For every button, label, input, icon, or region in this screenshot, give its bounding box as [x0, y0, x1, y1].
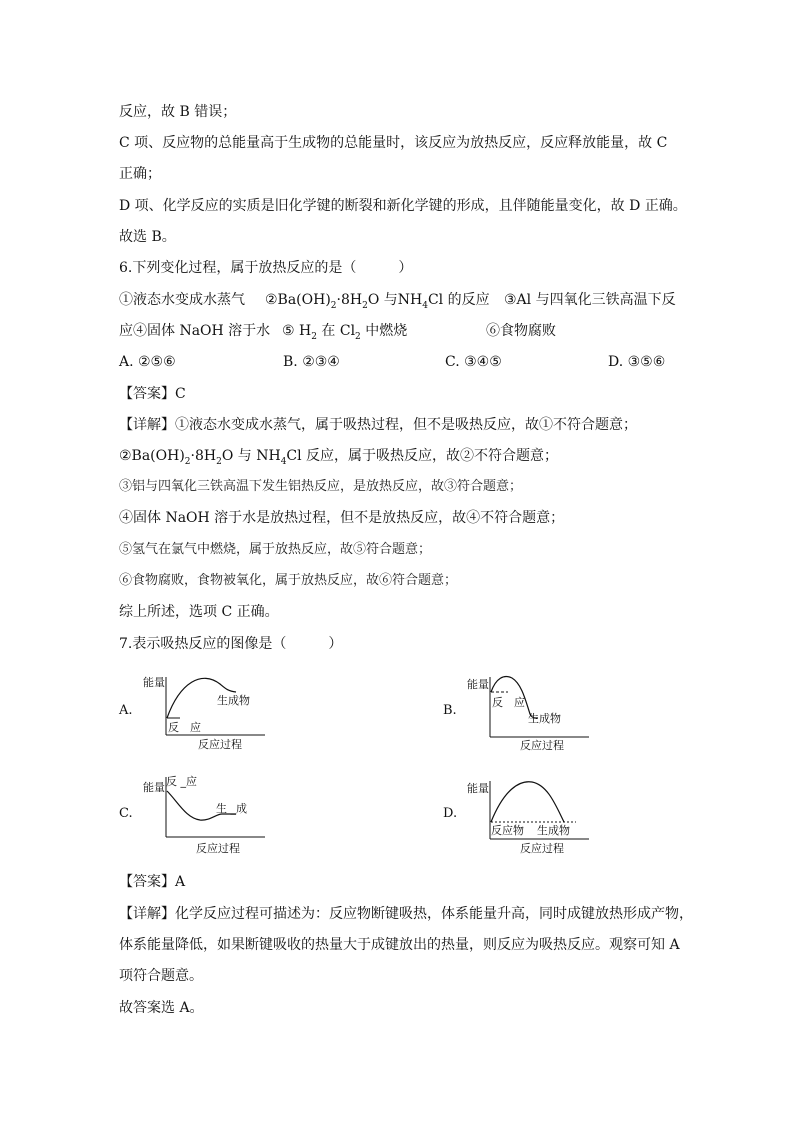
detail-6-line: ⑥食物腐败，食物被氧化，属于放热反应，故⑥符合题意； [119, 573, 458, 588]
diagram-c-xlabel: 反应过程 [196, 842, 240, 855]
text-line: 故选 B。 [119, 229, 176, 245]
question-7: 7.表示吸热反应的图像是（ ） [119, 636, 343, 652]
q6-item-2: $②Ba(OH)_2\cdot 8H_2O$ 与$NH_4Cl$ 的反应 [265, 292, 490, 311]
figure-a-letter: A. [119, 703, 133, 718]
detail-7-line: 项符合题意。 [119, 968, 203, 984]
text-line: 反应，故 B 错误； [119, 104, 237, 120]
text-line: 正确； [119, 166, 161, 182]
diagram-d-right-label: 生成物 [537, 824, 570, 837]
detail-7-line: 故答案选 A。 [119, 1000, 204, 1016]
diagram-d-left-label: 反应物 [491, 824, 524, 837]
detail-7-line: 体系能量降低，如果断键吸收的热量大于成键放出的热量，则反应为吸热反应。观察可知 A [119, 937, 680, 953]
detail-6-line: ③铝与四氧化三铁高温下发生铝热反应，是放热反应，故③符合题意； [119, 479, 523, 494]
detail-6-line: ④固体 NaOH 溶于水是放热过程，但不是放热反应，故④不符合题意； [119, 510, 565, 526]
energy-diagram-d [464, 776, 594, 858]
diagram-d-ylabel: 能量 [467, 782, 489, 795]
answer-6: 【答案】C [119, 386, 186, 402]
option-b: B. ②③④ [283, 354, 340, 370]
diagram-d-xlabel: 反应过程 [520, 842, 564, 855]
diagram-a-bottom-label: 反 应 [168, 721, 201, 734]
q6-item-6: ⑥食物腐败 [486, 323, 556, 339]
energy-diagram-b [464, 672, 594, 754]
diagram-c-top-label: 反 _应 [166, 775, 197, 788]
detail-6-line: 综上所述，选项 C 正确。 [119, 604, 279, 620]
energy-diagram-a [140, 672, 270, 754]
diagram-b-top-label: 反 应 [492, 696, 525, 709]
figure-b-letter: B. [443, 703, 457, 718]
diagram-b-ylabel: 能量 [467, 678, 489, 691]
diagram-a-xlabel: 反应过程 [198, 738, 242, 751]
question-6: 6.下列变化过程，属于放热反应的是（ ） [119, 260, 413, 276]
q6-item-4: 应④固体 NaOH 溶于水 [119, 323, 271, 339]
answer-7: 【答案】A [119, 874, 186, 890]
diagram-c-ylabel: 能量 [143, 781, 165, 794]
diagram-c-bottom-label: 生 _成 [216, 802, 247, 815]
diagram-b-bottom-label: 生成物 [528, 712, 561, 725]
energy-diagram-c [140, 772, 270, 858]
text-line: C 项、反应物的总能量高于生成物的总能量时，该反应为放热反应，反应释放能量，故 C [119, 135, 668, 151]
text-line: D 项、化学反应的实质是旧化学键的断裂和新化学键的形成，且伴随能量变化，故 D 正确。 [119, 198, 687, 214]
option-c: C. ③④⑤ [445, 354, 502, 370]
q6-item-3: ③Al 与四氧化三铁高温下反 [504, 292, 676, 308]
diagram-b-xlabel: 反应过程 [520, 739, 564, 752]
diagram-a-ylabel: 能量 [143, 676, 165, 689]
q6-item-5: ⑤ $H_2$ 在 $Cl_2$ 中燃烧 [282, 323, 408, 342]
option-d: D. ③⑤⑥ [608, 354, 666, 370]
q6-item-1: ①液态水变成水蒸气 [119, 292, 245, 308]
option-a: A. ②⑤⑥ [119, 354, 176, 370]
figure-d-letter: D. [443, 806, 458, 821]
detail-6-line: 【详解】①液态水变成水蒸气，属于吸热过程，但不是吸热反应，故①不符合题意； [119, 417, 637, 433]
detail-6-line: $②Ba(OH)_2\cdot 8H_2O$ 与 $NH_4Cl$ 反应，属于吸热反应，故②不符合题意； [119, 448, 559, 467]
detail-7-line: 【详解】化学反应过程可描述为：反应物断键吸热，体系能量升高，同时成键放热形成产物， [119, 906, 693, 922]
figure-c-letter: C. [119, 806, 133, 821]
detail-6-line: ⑤氢气在氯气中燃烧，属于放热反应，故⑤符合题意； [119, 542, 432, 557]
diagram-a-top-label: 生成物 [217, 694, 250, 707]
